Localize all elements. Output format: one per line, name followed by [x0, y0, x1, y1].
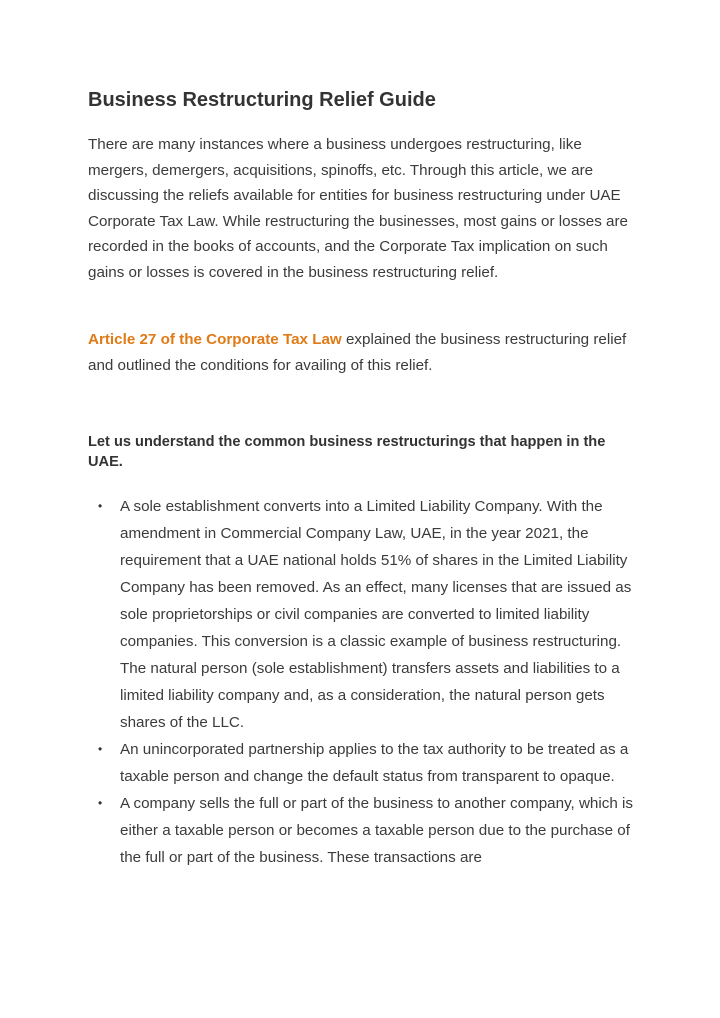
list-item [88, 736, 644, 790]
list-item [88, 790, 644, 871]
bullet-icon: • [98, 499, 103, 513]
list-item [88, 493, 644, 736]
article-paragraph [88, 327, 644, 378]
article-27-link[interactable]: Article 27 of the Corporate Tax Law [88, 331, 342, 348]
intro-paragraph: There are many instances where a business undergoes restructuring, like mergers, demergers, acquisitions, spinoffs, etc. Through this article, we are discussing the reliefs available for entities for business restructuring under UAE Corporate Tax Law. While restructuring the businesses, most gains or losses are recorded in the books of accounts, and the Corporate Tax implication on such gains or losses is covered in the business restructuring relief. [88, 136, 628, 281]
bullet-icon: • [98, 742, 103, 756]
page-title: Business Restructuring Relief Guide [88, 89, 436, 111]
list-item-text: A company sells the full or part of the business to another company, which is either a taxable person or becomes a taxable person due to the purchase of the full or part of the business. These transactions are [120, 795, 633, 866]
section-subheading: Let us understand the common business restructurings that happen in the UAE. [88, 434, 606, 470]
bullet-icon: • [98, 796, 103, 810]
restructuring-list [88, 493, 644, 871]
article-paragraph-text: explained the business restructuring relief and outlined the conditions for availing of this relief. [88, 331, 627, 374]
list-item-text: A sole establishment converts into a Limited Liability Company. With the amendment in Commercial Company Law, UAE, in the year 2021, the requirement that a UAE national holds 51% of shares in the Limited Liability Company has been removed. As an effect, many licenses that are issued as sole proprietorships or civil companies are converted to limited liability companies. This conversion is a classic example of business restructuring. The natural person (sole establishment) transfers assets and liabilities to a limited liability company and, as a consideration, the natural person gets shares of the LLC. [120, 498, 632, 731]
list-item-text: An unincorporated partnership applies to the tax authority to be treated as a taxable person and change the default status from transparent to opaque. [120, 741, 629, 785]
